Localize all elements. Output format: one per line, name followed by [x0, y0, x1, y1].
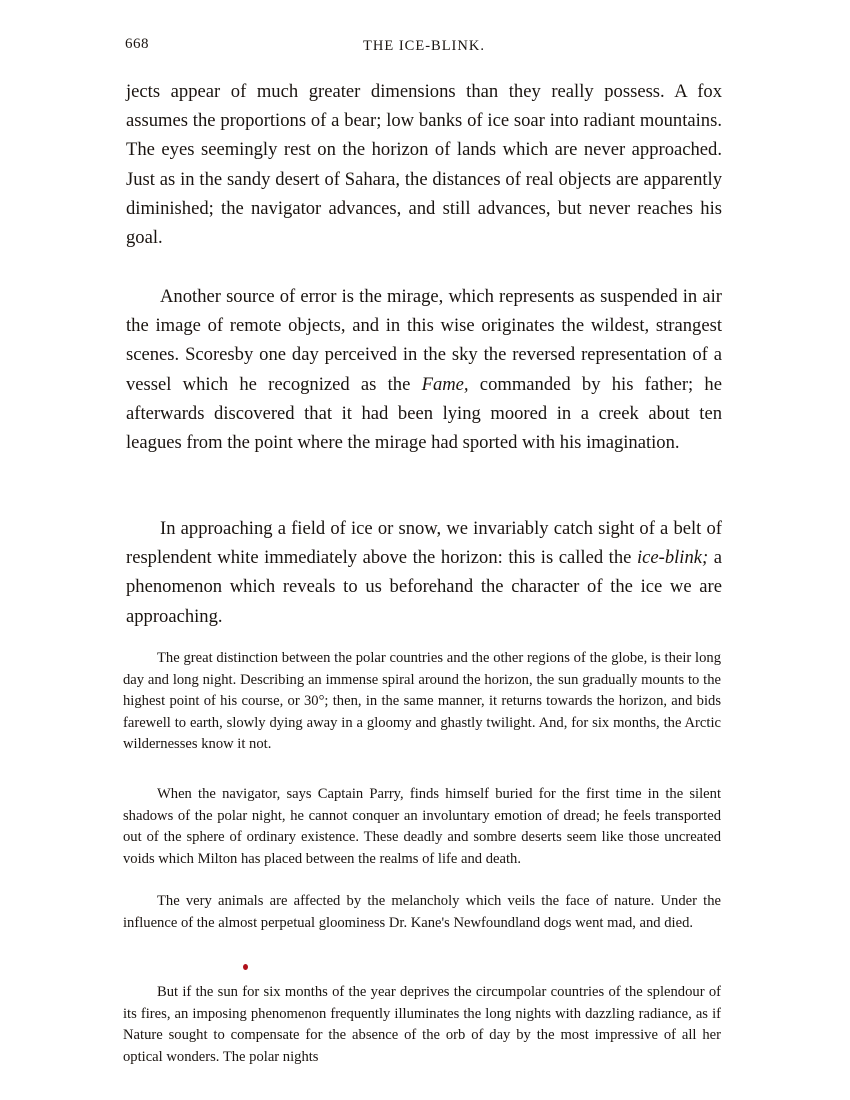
- ship-name-fame: Fame,: [421, 373, 469, 395]
- paragraph-text: Another source of error is the mirage, which represents as suspended in air the image of remote objects, and in this wise originates the wildest, strangest scenes. Scoresby one day perceived in the sky the reversed representation of a vessel which he recognized as the: [126, 286, 722, 395]
- paragraph-mirage-error: [126, 282, 722, 457]
- paragraph-captain-parry: When the navigator, says Captain Parry, finds himself buried for the first time in the silent shadows of the polar night, he cannot conquer an involuntary emotion of dread; he feels transported out of the sphere of ordinary existence. These deadly and sombre deserts seem like those uncreated voids which Milton has placed between the realms of life and death.: [123, 786, 721, 867]
- page-number: 668: [125, 36, 149, 52]
- paragraph-text: In approaching a field of ice or snow, we invariably catch sight of a belt of resplendent white immediately above the horizon: this is called the: [126, 518, 722, 569]
- paragraph-polar-day-night: The great distinction between the polar countries and the other regions of the globe, is their long day and long night. Describing an immense spiral around the horizon, the sun gradually mounts to the highest point of his course, or 30°; then, in the same manner, it returns towards the horizon, and bids farewell to earth, slowly dying away in a gloomy and ghastly twilight. And, for six months, the Arctic wildernesses know it not.: [123, 650, 721, 753]
- ink-spot: [243, 964, 248, 970]
- page-header: [125, 36, 723, 60]
- paragraph-text: commanded by his father; he afterwards discovered that it had been lying moored in a creek about ten leagues from the point where the mirage had sported with his imagination.: [126, 373, 722, 454]
- paragraph-polar-nights: But if the sun for six months of the year deprives the circumpolar countries of the splendour of its fires, an imposing phenomenon frequently illuminates the long nights with dazzling radiance, as if Nature sought to compensate for the absence of the orb of day by the most impressive of all her optical wonders. The polar nights: [123, 984, 721, 1065]
- paragraph-animals-affected: The very animals are affected by the melancholy which veils the face of nature. Under the influence of the almost perpetual gloominess Dr. Kane's Newfoundland dogs went mad, and died.: [123, 893, 721, 931]
- term-ice-blink: ice-blink;: [636, 547, 709, 569]
- paragraph-text: a phenomenon which reveals to us beforehand the character of the ice we are approaching.: [126, 547, 722, 627]
- paragraph-mirage-dimensions: jects appear of much greater dimensions than they really possess. A fox assumes the proportions of a bear; low banks of ice soar into radiant mountains. The eyes seemingly rest on the horizon of lands which are never approached. Just as in the sandy desert of Sahara, the distances of real objects are apparently diminished; the navigator advances, and still advances, but never reaches his goal.: [126, 81, 722, 249]
- paragraph-ice-blink: [126, 514, 722, 631]
- running-title: THE ICE-BLINK.: [363, 38, 485, 54]
